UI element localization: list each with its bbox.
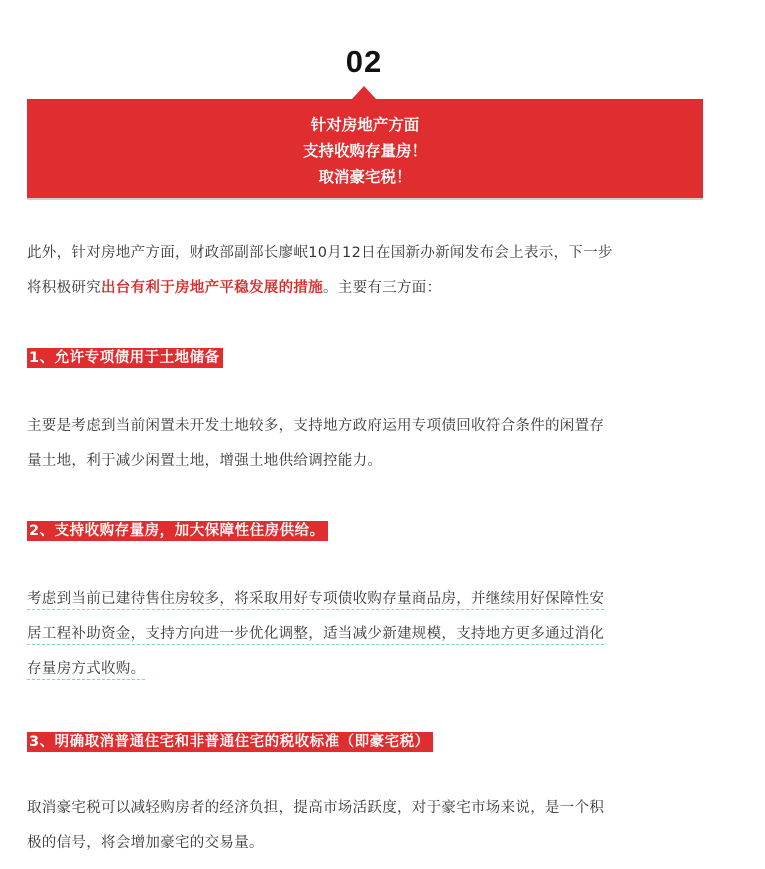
banner-title-line-1: 针对房地产方面 xyxy=(310,116,420,134)
point-2-body-line-2: 居工程补助资金，支持方向进一步优化调整，适当减少新建规模，支持地方更多通过消化 xyxy=(27,626,604,645)
point-1-body-line-2: 量土地，利于减少闲置土地，增强土地供给调控能力。 xyxy=(27,453,383,469)
banner-title-line-3: 取消豪宅税！ xyxy=(318,168,412,186)
point-3-body-line-2: 极的信号，将会增加豪宅的交易量。 xyxy=(27,835,264,851)
intro-line-2 xyxy=(27,271,707,306)
point-3-body-line-1: 取消豪宅税可以减轻购房者的经济负担，提高市场活跃度，对于豪宅市场来说，是一个积 xyxy=(27,800,605,816)
section-banner xyxy=(27,99,703,198)
point-3-heading: 3、明确取消普通住宅和非普通住宅的税收标准（即豪宅税） xyxy=(27,732,433,752)
banner-notch xyxy=(352,86,376,99)
intro-line-2-prefix: 将积极研究 xyxy=(27,280,101,296)
intro-line-1: 此外，针对房地产方面，财政部副部长廖岷10月12日在国新办新闻发布会上表示，下一步 xyxy=(27,245,613,261)
point-2-body xyxy=(27,582,707,687)
point-1-body-line-1: 主要是考虑到当前闲置未开发土地较多，支持地方政府运用专项债回收符合条件的闲置存 xyxy=(27,418,605,434)
section-number: 02 xyxy=(345,44,383,79)
point-1-heading: 1、允许专项债用于土地储备 xyxy=(27,348,223,368)
point-1-body xyxy=(27,409,707,479)
point-3-body xyxy=(27,791,707,861)
point-2-body-line-1: 考虑到当前已建待售住房较多，将采取用好专项债收购存量商品房，并继续用好保障性安 xyxy=(27,591,604,610)
banner-shadow-divider xyxy=(27,198,703,200)
point-2-body-line-3: 存量房方式收购。 xyxy=(27,661,145,680)
intro-line-2-suffix: 。主要有三方面： xyxy=(323,280,442,296)
point-2-heading: 2、支持收购存量房，加大保障性住房供给。 xyxy=(27,521,328,541)
intro-highlight: 出台有利于房地产平稳发展的措施 xyxy=(101,280,323,296)
intro-paragraph xyxy=(27,236,707,306)
banner-title-line-2: 支持收购存量房！ xyxy=(302,142,427,160)
